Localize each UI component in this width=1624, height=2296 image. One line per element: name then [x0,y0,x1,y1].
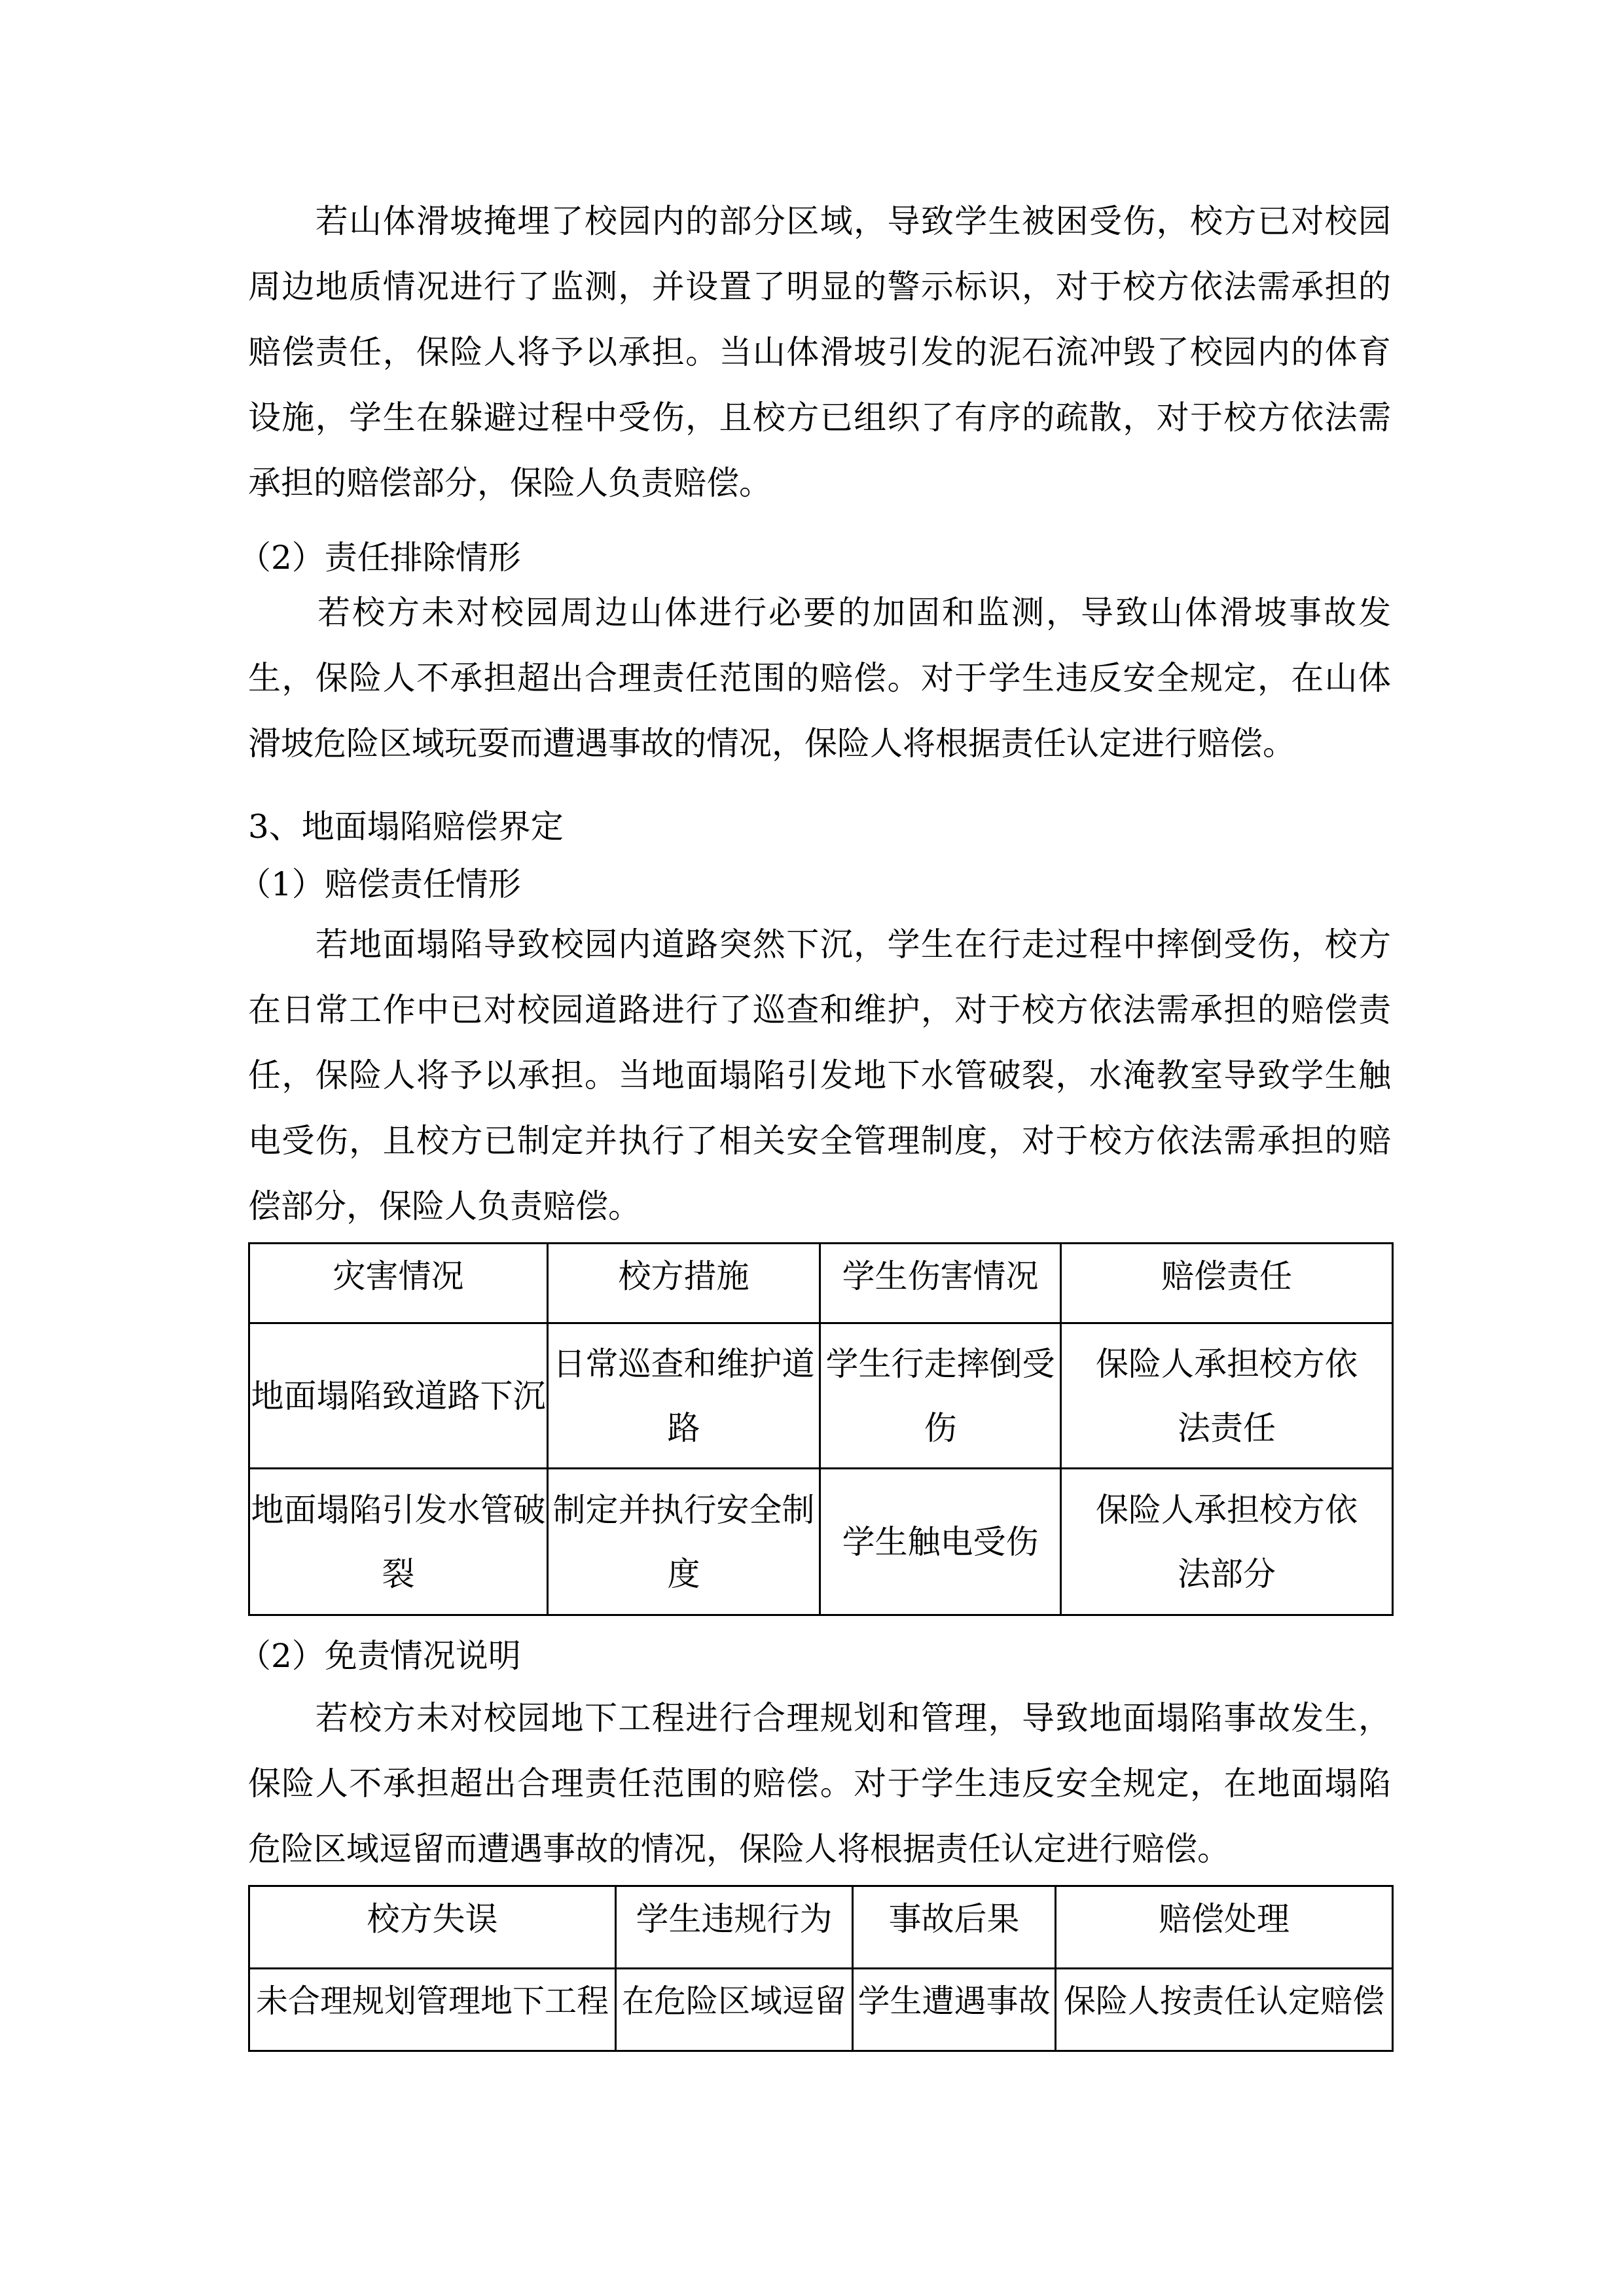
text-line: 若山体滑坡掩埋了校园内的部分区域，导致学生被困受伤，校方已对校园 [248,202,1391,240]
exemption-table [248,1885,1394,2052]
header-cell: 校方措施 [548,1244,820,1323]
header-cell: 校方失误 [249,1886,616,1969]
text-line: 赔偿责任，保险人将予以承担。当山体滑坡引发的泥石流冲毁了校园内的体育 [248,333,1391,371]
heading-exemption: （2）免责情况说明 [238,1637,521,1675]
text-line: 任，保险人将予以承担。当地面塌陷引发地下水管破裂，水淹教室导致学生触 [248,1056,1391,1094]
text-line: 偿部分，保险人负责赔偿。 [248,1187,641,1225]
header-cell: 学生违规行为 [616,1886,853,1969]
table-cell: 保险人承担校方依法责任 [1061,1323,1393,1469]
text-line: 若校方未对校园地下工程进行合理规划和管理，导致地面塌陷事故发生， [248,1699,1391,1737]
table-cell: 地面塌陷引发水管破裂 [249,1469,548,1615]
table-cell: 地面塌陷致道路下沉 [249,1323,548,1469]
table-header-row [249,1886,1393,1969]
paragraph-landslide-liability [248,188,1391,516]
table-row [249,1969,1393,2051]
table-header-row [249,1244,1393,1323]
table-cell: 日常巡查和维护道路 [548,1323,820,1469]
table-cell: 保险人承担校方依法部分 [1061,1469,1393,1615]
paragraph-subsidence-liability [248,912,1391,1239]
text-line: 承担的赔偿部分，保险人负责赔偿。 [248,464,772,502]
table-cell: 在危险区域逗留 [616,1969,853,2051]
text-line: 生，保险人不承担超出合理责任范围的赔偿。对于学生违反安全规定，在山体 [248,659,1391,697]
text-line: 危险区域逗留而遭遇事故的情况，保险人将根据责任认定进行赔偿。 [248,1830,1230,1868]
text-line: 电受伤，且校方已制定并执行了相关安全管理制度，对于校方依法需承担的赔 [248,1122,1391,1160]
table-row [249,1323,1393,1469]
heading-liability: （1）赔偿责任情形 [238,865,521,903]
heading-section-3: 3、地面塌陷赔偿界定 [248,808,564,846]
paragraph-subsidence-exemption [248,1685,1391,1882]
text-line: 在日常工作中已对校园道路进行了巡查和维护，对于校方依法需承担的赔偿责 [248,991,1391,1029]
heading-exclusion: （2）责任排除情形 [238,539,521,577]
header-cell: 赔偿责任 [1061,1244,1393,1323]
text-line: 保险人不承担超出合理责任范围的赔偿。对于学生违反安全规定，在地面塌陷 [248,1765,1391,1803]
text-line: 若校方未对校园周边山体进行必要的加固和监测，导致山体滑坡事故发 [248,594,1391,632]
header-cell: 学生伤害情况 [820,1244,1061,1323]
header-cell: 事故后果 [853,1886,1056,1969]
table-row [249,1469,1393,1615]
subsidence-liability-table [248,1242,1394,1616]
text-line: 周边地质情况进行了监测，并设置了明显的警示标识，对于校方依法需承担的 [248,268,1391,306]
text-line: 若地面塌陷导致校园内道路突然下沉，学生在行走过程中摔倒受伤，校方 [248,925,1391,963]
header-cell: 灾害情况 [249,1244,548,1323]
text-line: 设施，学生在躲避过程中受伤，且校方已组织了有序的疏散，对于校方依法需 [248,399,1391,437]
text-line: 滑坡危险区域玩耍而遭遇事故的情况，保险人将根据责任认定进行赔偿。 [248,725,1295,762]
table-cell: 制定并执行安全制度 [548,1469,820,1615]
table-cell: 未合理规划管理地下工程 [249,1969,616,2051]
table-cell: 学生行走摔倒受伤 [820,1323,1061,1469]
table-cell: 保险人按责任认定赔偿 [1056,1969,1393,2051]
header-cell: 赔偿处理 [1056,1886,1393,1969]
table-cell: 学生遭遇事故 [853,1969,1056,2051]
table-cell: 学生触电受伤 [820,1469,1061,1615]
paragraph-landslide-exclusion [248,580,1391,776]
